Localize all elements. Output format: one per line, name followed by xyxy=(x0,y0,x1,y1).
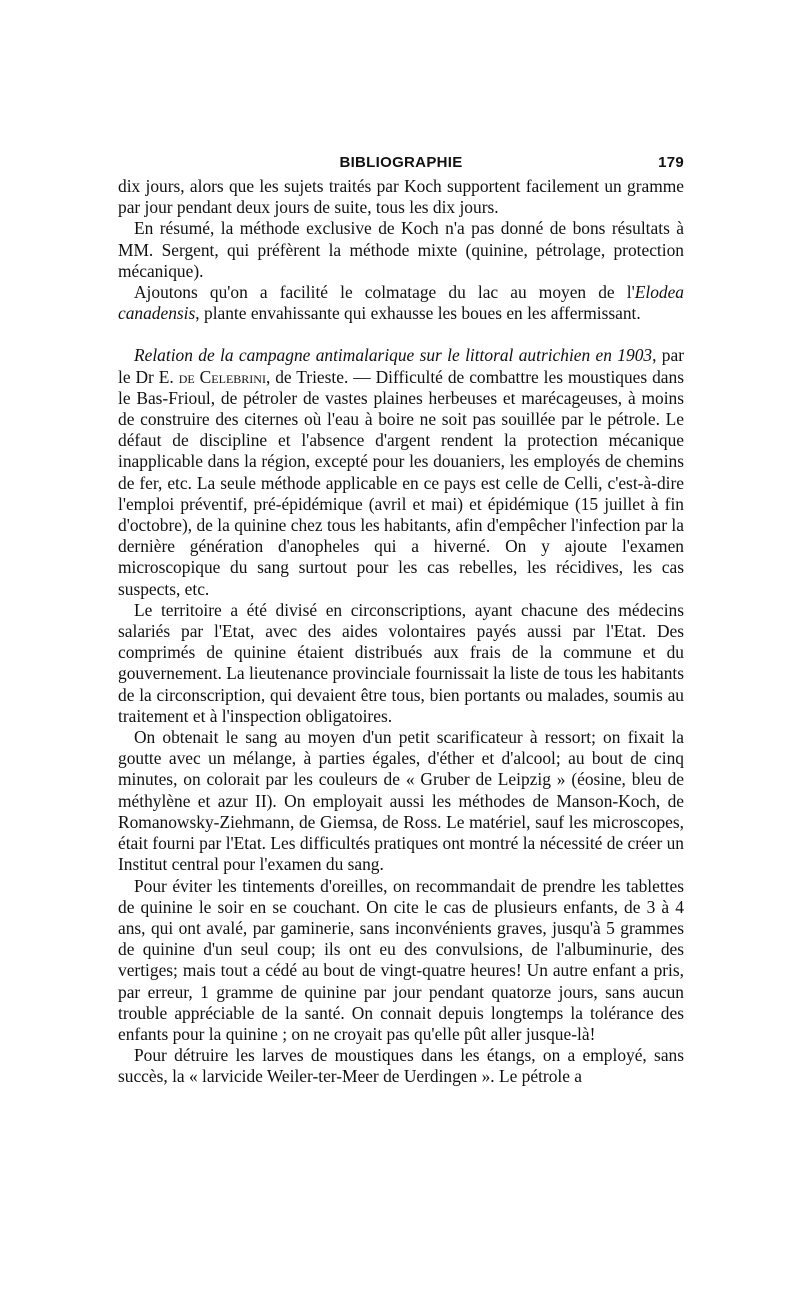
paragraph-1: dix jours, alors que les sujets traités par Koch supportent facilement un gramme par jour pendant deux jours de suite, tous les dix jours. xyxy=(118,176,684,218)
paragraph-7: Pour éviter les tintements d'oreilles, on recommandait de prendre les tablettes de quinine le soir en se couchant. On cite le cas de plusieurs enfants, de 3 à 4 ans, qui ont avalé, par gaminerie, sans inconvénients graves, jusqu'à 5 grammes de quinine d'un seul coup; ils ont eu des convulsions, de l'albuminurie, des vertiges; mais tout a cédé au bout de vingt-quatre heures! Un autre enfant a pris, par erreur, 1 gramme de quinine par jour pendant quatorze jours, sans aucun trouble appréciable de la santé. On connait depuis longtemps la tolérance des enfants pour la quinine ; on ne croyait pas qu'elle pût aller jusque-là! xyxy=(118,875,684,1044)
running-header xyxy=(118,150,684,176)
paragraph-3 xyxy=(118,282,684,324)
review-title: Relation de la campagne antimalarique sur le littoral autrichien en 1903 xyxy=(134,345,653,366)
review-text: , de Trieste. — Difficulté de combattre les moustiques dans le Bas-Frioul, de pétroler de vastes plaines herbeuses et marécageuses, à moins de construire des citernes où l'eau à boire ne soit pas souillée par le pétrole. Le défaut de discipline et l'absence d'argent rendent la protection mécanique inapplicable dans la région, excepté pour les douaniers, les employés de chemins de fer, etc. La seule méthode applicable en ce pays est celle de Celli, c'est-à-dire l'emploi préventif, pré-épidémique (avril et mai) et épidémique (15 juillet à fin d'octobre), de la quinine chez tous les habitants, afin d'empêcher l'infection par la dernière génération d'anopheles qui a hiverné. On y ajoute l'examen microscopique du sang surtout pour les cas rebelles, les récidives, les cas suspects, etc. xyxy=(118,366,684,599)
paragraph-2: En résumé, la méthode exclusive de Koch n'a pas donné de bons résultats à MM. Sergent, qui préfèrent la méthode mixte (quinine, pétrolage, protection mécanique). xyxy=(118,218,684,281)
species-name: Elodea canadensis xyxy=(118,282,684,324)
paragraph-3-end: , plante envahissante qui exhausse les boues en les affermissant. xyxy=(195,303,641,324)
review-by: , par le Dr E. xyxy=(118,345,684,387)
paragraph-5: Le territoire a été divisé en circonscriptions, ayant chacune des médecins salariés par l'Etat, avec des aides volontaires payés aussi par l'Etat. Des comprimés de quinine étaient distribués aux frais de la commune et du gouvernement. La lieutenance provinciale fournissait la liste de tous les habitants de la circonscription, qui devaient être tous, bien portants ou malades, soumis au traitement et à l'inspection obligatoires. xyxy=(118,599,684,726)
paragraph-8: Pour détruire les larves de moustiques dans les étangs, on a employé, sans succès, la « larvicide Weiler-ter-Meer de Uerdingen ». Le pétrole a xyxy=(118,1045,684,1087)
page-number: 179 xyxy=(658,154,684,171)
running-title: BIBLIOGRAPHIE xyxy=(339,154,463,171)
paragraph-3-start: Ajoutons qu'on a facilité le colmatage du lac au moyen de l' xyxy=(134,282,635,303)
paragraph-6: On obtenait le sang au moyen d'un petit scarificateur à ressort; on fixait la goutte avec un mélange, à parties égales, d'éther et d'alcool; au bout de cinq minutes, on colorait par les couleurs de « Gruber de Leipzig » (éosine, bleu de méthylène et azur II). On employait aussi les méthodes de Manson-Koch, de Romanowsky-Ziehmann, de Giemsa, de Ross. Le matériel, sauf les microscopes, était fourni par l'Etat. Les difficultés pratiques ont montré la nécessité de créer un Institut central pour l'examen du sang. xyxy=(118,727,684,875)
review-author: de Celebrini xyxy=(178,366,266,387)
paragraph-4-review xyxy=(118,345,684,599)
body-text xyxy=(118,176,684,1088)
book-page xyxy=(118,150,684,1088)
